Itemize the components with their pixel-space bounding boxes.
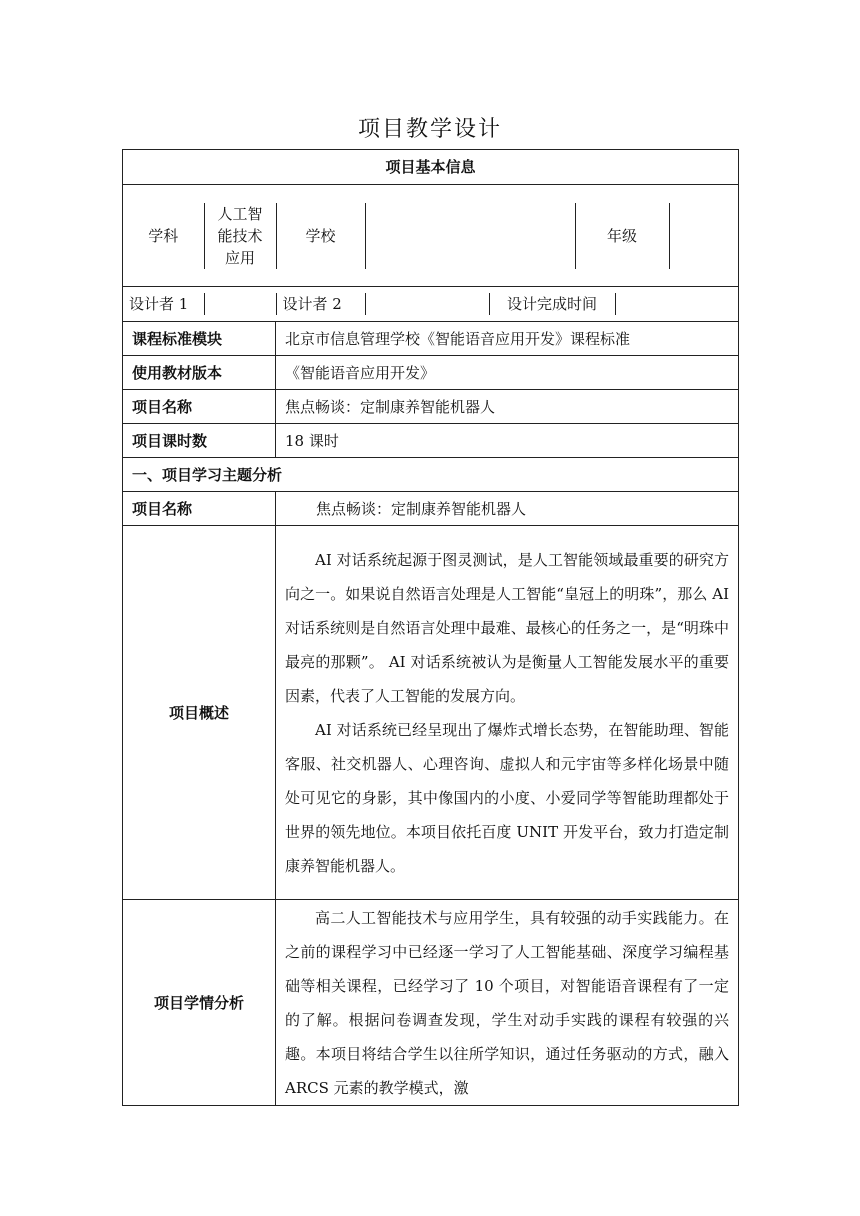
standard-label: 课程标准模块 xyxy=(123,322,276,356)
grade-label: 年级 xyxy=(575,203,669,269)
overview-label: 项目概述 xyxy=(123,526,276,900)
section1-project-name-label: 项目名称 xyxy=(123,492,276,526)
project-design-table xyxy=(122,149,739,1106)
project-name-label: 项目名称 xyxy=(123,390,276,424)
overview-paragraph-1: AI 对话系统起源于图灵测试，是人工智能领域最重要的研究方向之一。如果说自然语言处理是人工智能“皇冠上的明珠”，那么 AI 对话系统则是自然语言处理中最难、最核心的任务之一，是“明珠中最亮的那颗”。 AI 对话系统被认为是衡量人工智能发展水平的重要因素，代表了人工智能的发展方向。 xyxy=(285,550,730,705)
overview-content xyxy=(276,526,739,900)
subject-value: 人工智能技术应用 xyxy=(204,203,276,269)
learner-paragraph-1: 高二人工智能技术与应用学生，具有较强的动手实践能力。在之前的课程学习中已经逐一学习了人工智能基础、深度学习编程基础等相关课程，已经学习了 10 个项目，对智能语音课程有了一定的了解。根据问卷调查发现，学生对动手实践的课程有较强的兴趣。本项目将结合学生以往所学知识，通过任务驱动的方式，融入 ARCS 元素的教学模式，激 xyxy=(285,909,730,1097)
designer2-value xyxy=(365,293,489,315)
section1-heading: 一、项目学习主题分析 xyxy=(123,458,739,492)
overview-paragraph-2: AI 对话系统已经呈现出了爆炸式增长态势，在智能助理、智能客服、社交机器人、心理咨询、虚拟人和元宇宙等多样化场景中随处可见它的身影，其中像国内的小度、小爱同学等智能助理都处于世界的领先地位。本项目依托百度 UNIT 开发平台，致力打造定制康养智能机器人。 xyxy=(285,720,730,875)
textbook-label: 使用教材版本 xyxy=(123,356,276,390)
project-name-value: 焦点畅谈：定制康养智能机器人 xyxy=(276,390,739,424)
designer1-value xyxy=(204,293,276,315)
completion-label: 设计完成时间 xyxy=(489,293,615,315)
hours-label: 项目课时数 xyxy=(123,424,276,458)
learner-analysis-content xyxy=(276,900,739,1106)
hours-value: 18 课时 xyxy=(276,424,739,458)
school-value xyxy=(365,203,575,269)
section1-project-name-value: 焦点畅谈：定制康养智能机器人 xyxy=(276,492,739,526)
designer1-label: 设计者 1 xyxy=(123,293,204,315)
designers-row xyxy=(123,287,739,322)
basic-info-header: 项目基本信息 xyxy=(123,150,739,185)
textbook-value: 《智能语音应用开发》 xyxy=(276,356,739,390)
school-label: 学校 xyxy=(276,203,365,269)
grade-value xyxy=(669,203,739,269)
subject-label: 学科 xyxy=(123,203,204,269)
basic-info-row xyxy=(123,185,739,287)
standard-value: 北京市信息管理学校《智能语音应用开发》课程标准 xyxy=(276,322,739,356)
completion-value xyxy=(615,293,739,315)
page-title: 项目教学设计 xyxy=(357,117,502,142)
learner-analysis-label: 项目学情分析 xyxy=(123,900,276,1106)
designer2-label: 设计者 2 xyxy=(276,293,365,315)
